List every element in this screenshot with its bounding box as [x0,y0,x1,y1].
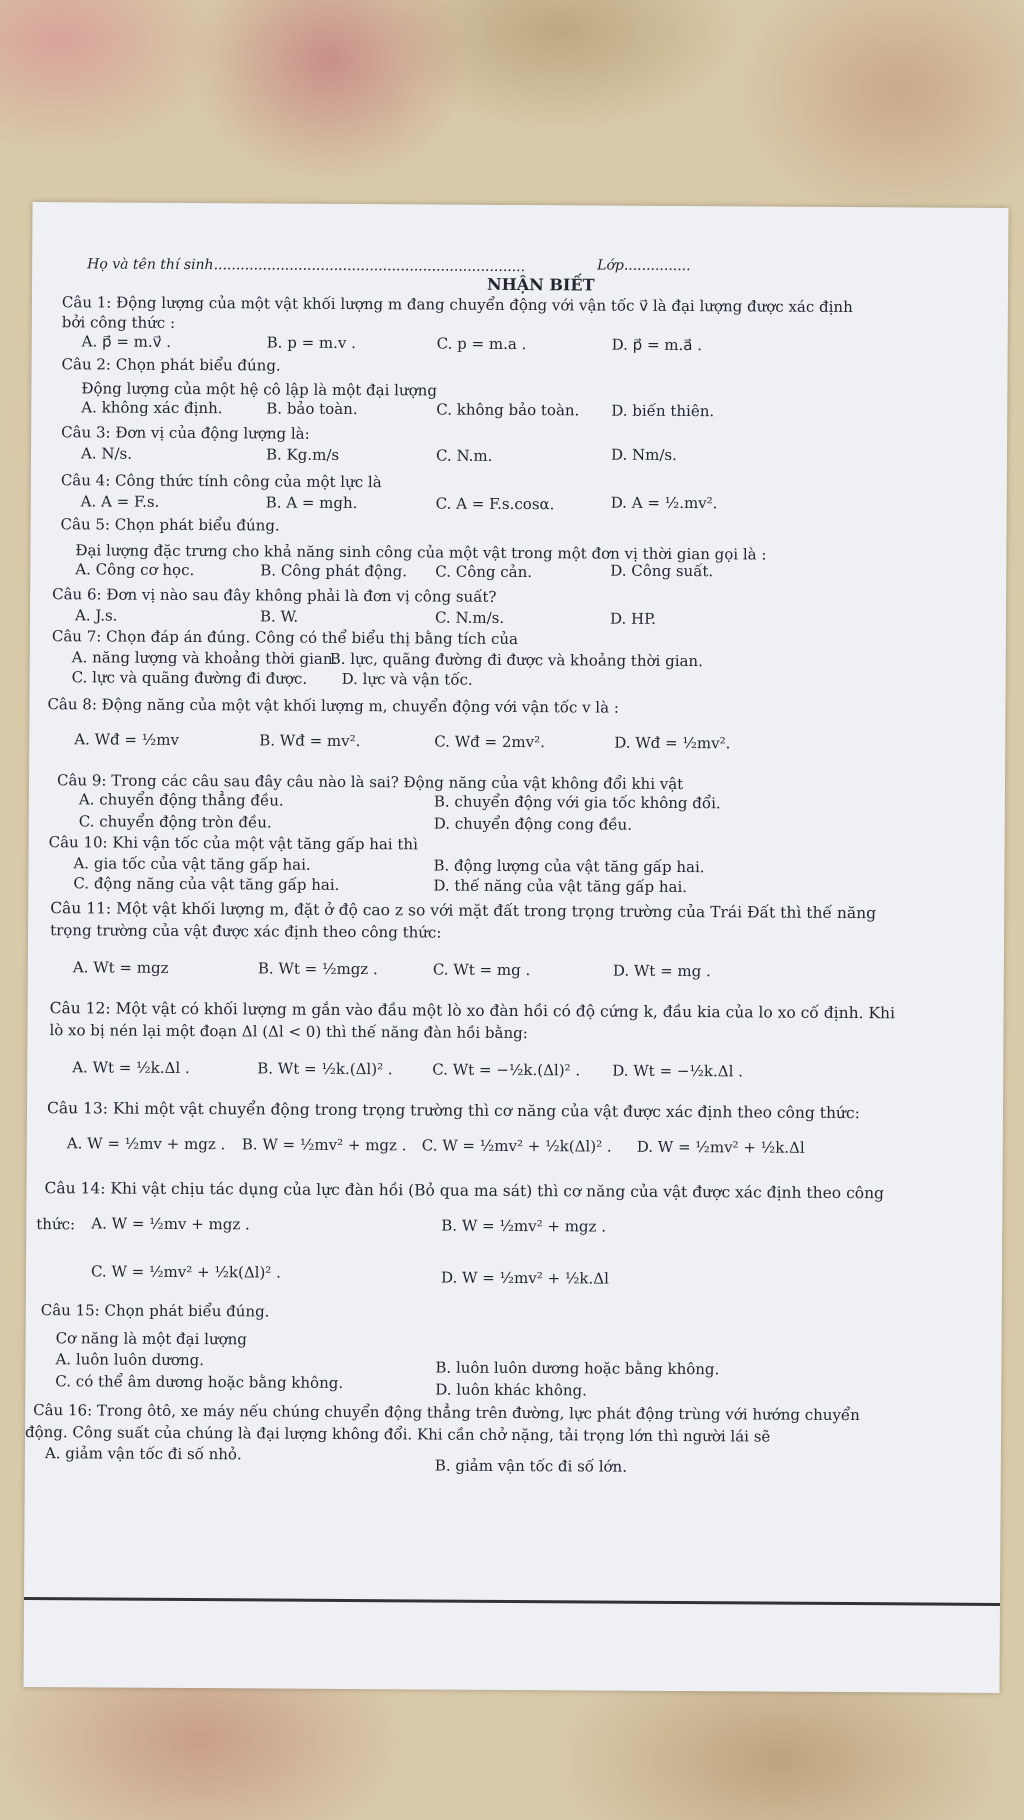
q12-option-d: D. Wt = −½k.Δl . [612,1061,744,1081]
q2-option-a: A. không xác định. [81,398,223,418]
q12-option-a: A. Wt = ½k.Δl . [72,1058,190,1078]
q10-option-c: C. động năng của vật tăng gấp hai. [73,874,340,894]
q14-option-d: D. W = ½mv² + ½k.Δl [440,1268,609,1288]
q8-option-a: A. Wđ = ½mv [74,730,180,749]
q12-option-b: B. Wt = ½k.(Δl)² . [257,1059,393,1079]
question-10-stem: Câu 10: Khi vận tốc của một vật tăng gấp hai thì [48,833,418,854]
question-12-stem-2: lò xo bị nén lại một đoạn Δl (Δl < 0) thì thế năng đàn hồi bằng: [49,1021,528,1043]
q1-option-a: A. p⃗ = m.v⃗ . [81,332,172,351]
q15-option-b: B. luôn luôn dương hoặc bằng không. [435,1358,720,1379]
q4-option-a: A. A = F.s. [80,492,160,511]
q2-option-b: B. bảo toàn. [266,399,358,419]
question-7-stem: Câu 7: Chọn đáp án đúng. Công có thể biểu thị bằng tích của [51,627,519,649]
q7-option-d: D. lực và vận tốc. [341,669,473,689]
question-1-stem-2: bởi công thức : [61,313,176,332]
question-4-stem: Câu 4: Công thức tính công của một lực là [60,471,382,492]
q1-option-d: D. p⃗ = m.a⃗ . [611,335,703,355]
q1-option-c: C. p = m.a . [436,334,527,354]
question-5-stem-2: Đại lượng đặc trưng cho khả năng sinh công của một vật trong một đơn vị thời gian gọi là : [75,541,767,564]
class-label: Lớp............... [597,257,691,275]
q5-option-b: B. Công phát động. [260,561,408,581]
q13-option-a: A. W = ½mv + mgz . [66,1134,226,1154]
q9-option-d: D. chuyển động cong đều. [433,814,633,834]
q2-option-c: C. không bảo toàn. [436,400,580,420]
footer-rule [24,1597,1000,1606]
q13-option-d: D. W = ½mv² + ½k.Δl [636,1137,805,1157]
q9-option-c: C. chuyển động tròn đều. [78,812,272,832]
q1-option-b: B. p = m.v . [266,333,357,353]
q12-option-c: C. Wt = −½k.(Δl)² . [432,1060,581,1080]
question-5-stem: Câu 5: Chọn phát biểu đúng. [60,515,280,535]
q3-option-a: A. N/s. [80,444,133,463]
q11-option-d: D. Wt = mg . [612,961,711,981]
question-6-stem: Câu 6: Đơn vị nào sau đây không phải là đơn vị công suất? [52,585,497,606]
q5-option-a: A. Công cơ học. [75,560,195,580]
q10-option-d: D. thế năng của vật tăng gấp hai. [433,876,688,897]
q4-option-c: C. A = F.s.cosα. [435,494,555,514]
q3-option-b: B. Kg.m/s [265,445,340,464]
q11-option-c: C. Wt = mg . [432,960,531,980]
q8-option-b: B. Wđ = mv². [259,731,361,751]
q8-option-c: C. Wđ = 2mv². [434,732,545,752]
q15-option-d: D. luôn khác không. [435,1380,587,1400]
question-2-stem: Câu 2: Chọn phát biểu đúng. [61,355,281,375]
q11-option-b: B. Wt = ½mgz . [257,959,378,979]
question-15-stem-2: Cơ năng là một đại lượng [55,1329,247,1349]
q6-option-c: C. N.m/s. [434,608,505,627]
q15-option-a: A. luôn luôn dương. [55,1350,205,1370]
q9-option-a: A. chuyển động thẳng đều. [78,790,284,810]
q10-option-b: B. động lượng của vật tăng gấp hai. [433,856,705,877]
question-8-stem: Câu 8: Động năng của một vật khối lượng m, chuyển động với vận tốc v là : [47,695,619,717]
q2-option-d: D. biến thiên. [611,401,715,421]
q6-option-a: A. J.s. [74,606,118,625]
q5-option-d: D. Công suất. [610,561,714,581]
q10-option-a: A. gia tốc của vật tăng gấp hai. [73,854,311,874]
q13-option-c: C. W = ½mv² + ½k(Δl)² . [421,1136,612,1156]
question-16-stem-2: động. Công suất của chúng là đại lượng không đổi. Khi cần chở nặng, tải trọng lớn thì người lái sẽ [24,1423,771,1446]
q13-option-b: B. W = ½mv² + mgz . [241,1135,407,1155]
question-11-stem: Câu 11: Một vật khối lượng m, đặt ở độ cao z so với mặt đất trong trọng trường của Trái Đất thì thế năng [50,899,877,923]
student-name-label: Họ và tên thí sinh...................................................................... [87,256,526,276]
question-15-stem: Câu 15: Chọn phát biểu đúng. [40,1301,270,1321]
q14-option-b: B. W = ½mv² + mgz . [441,1216,607,1236]
q14-option-a: A. W = ½mv + mgz . [91,1214,250,1234]
question-9-stem: Câu 9: Trong các câu sau đây câu nào là sai? Động năng của vật không đổi khi vật [56,771,684,794]
q16-option-a: A. giảm vận tốc đi số nhỏ. [44,1444,242,1464]
q4-option-d: D. A = ½.mv². [610,493,718,513]
question-13-stem: Câu 13: Khi một vật chuyển động trong trọng trường thì cơ năng của vật được xác định theo công thức: [46,1099,860,1123]
q7-option-b: B. lực, quãng đường đi được và khoảng thời gian. [329,649,703,671]
question-3-stem: Câu 3: Đơn vị của động lượng là: [61,423,310,443]
q8-option-d: D. Wđ = ½mv². [614,733,731,753]
exam-sheet [23,202,1008,1693]
q5-option-c: C. Công cản. [435,562,533,582]
exam-content [24,242,997,1476]
q6-option-d: D. HP. [609,609,657,628]
question-14-stem-2: thức: [36,1215,76,1234]
section-title: NHẬN BIẾT [486,274,595,295]
question-2-stem-2: Động lượng của một hệ cô lập là một đại lượng [81,379,438,400]
question-16-stem: Câu 16: Trong ôtô, xe máy nếu chúng chuyển động thẳng trên đường, lực phát động trùng với hướng chuyển [33,1401,860,1425]
question-12-stem: Câu 12: Một vật có khối lượng m gắn vào đầu một lò xo đàn hồi có độ cứng k, đầu kia của lo xo cố định. Khi [49,999,896,1023]
question-1-stem: Câu 1: Động lượng của một vật khối lượng m đang chuyển động với vận tốc v⃗ là đại lượng được xác định [61,293,853,317]
question-11-stem-2: trọng trường của vật được xác định theo công thức: [50,921,442,942]
q16-option-b: B. giảm vận tốc đi số lớn. [434,1456,628,1476]
question-14-stem: Câu 14: Khi vật chịu tác dụng của lực đàn hồi (Bỏ qua ma sát) thì cơ năng của vật được xác định theo công [44,1179,885,1203]
q6-option-b: B. W. [259,607,299,626]
q7-option-a: A. năng lượng và khoảng thời gian. [71,648,338,668]
q15-option-c: C. có thể âm dương hoặc bằng không. [55,1372,344,1392]
q3-option-d: D. Nm/s. [610,445,677,464]
q3-option-c: C. N.m. [435,446,493,465]
q4-option-b: B. A = mgh. [265,493,358,513]
q7-option-c: C. lực và quãng đường đi được. [71,668,308,688]
q11-option-a: A. Wt = mgz [72,958,169,977]
q9-option-b: B. chuyển động với gia tốc không đổi. [433,792,721,813]
q14-option-c: C. W = ½mv² + ½k(Δl)² . [90,1262,281,1282]
